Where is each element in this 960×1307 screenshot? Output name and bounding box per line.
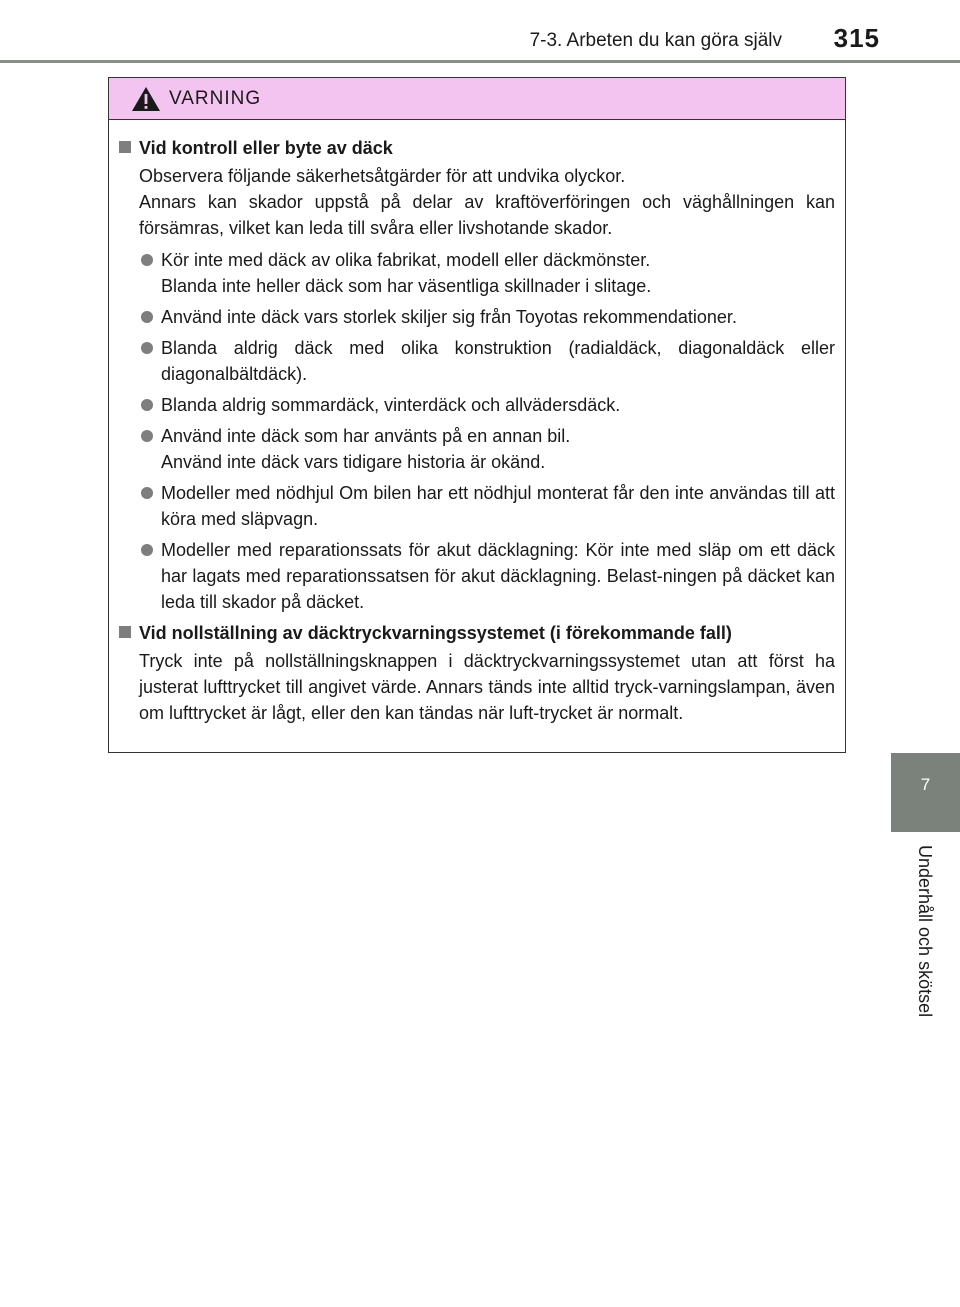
round-bullet-icon	[141, 254, 153, 266]
section-heading	[117, 136, 837, 160]
list-item	[117, 423, 837, 475]
section-title: 7-3. Arbeten du kan göra själv	[529, 30, 782, 51]
page-header	[0, 0, 960, 62]
section-intro	[117, 648, 837, 726]
section-intro	[117, 163, 837, 241]
list-item-text: Modeller med reparationssats för akut däcklagning: Kör inte med släp om ett däck har lagats med reparationssatsen för akut däcklagning. Belast-ningen på däcket kan leda till skador på däcket.	[161, 540, 835, 612]
section-heading	[117, 621, 837, 645]
round-bullet-icon	[141, 544, 153, 556]
list-item-text: Blanda inte heller däck som har väsentliga skillnader i slitage.	[161, 276, 652, 296]
section-heading-text: Vid kontroll eller byte av däck	[139, 138, 393, 158]
list-item	[117, 304, 837, 330]
round-bullet-icon	[141, 487, 153, 499]
chapter-label: Underhåll och skötsel	[915, 845, 935, 1018]
section-heading-text: Vid nollställning av däcktryckvarningssystemet (i förekommande fall)	[139, 623, 732, 643]
chapter-tab	[891, 753, 960, 832]
round-bullet-icon	[141, 311, 153, 323]
list-item-text: Använd inte däck vars storlek skiljer sig från Toyotas rekommendationer.	[161, 307, 737, 327]
round-bullet-icon	[141, 342, 153, 354]
warning-triangle-icon	[131, 86, 161, 112]
warning-header	[109, 78, 845, 120]
intro-line: Observera följande säkerhetsåtgärder för att undvika olyckor.	[139, 166, 626, 186]
list-item-text: Modeller med nödhjul Om bilen har ett nödhjul monterat får den inte användas till att köra med släpvagn.	[161, 483, 835, 529]
list-item	[117, 247, 837, 299]
list-item-text: Använd inte däck vars tidigare historia är okänd.	[161, 452, 546, 472]
round-bullet-icon	[141, 430, 153, 442]
page-number: 315	[833, 23, 880, 53]
list-item-text: Kör inte med däck av olika fabrikat, modell eller däckmönster.	[161, 250, 651, 270]
square-bullet-icon	[119, 141, 131, 153]
header-rule	[0, 60, 960, 63]
square-bullet-icon	[119, 626, 131, 638]
chapter-label-container	[912, 845, 938, 1045]
warning-label: VARNING	[169, 88, 262, 109]
round-bullet-icon	[141, 399, 153, 411]
warning-body	[109, 120, 845, 726]
intro-line: Annars kan skador uppstå på delar av kraftöverföringen och väghållningen kan försämras, vilket kan leda till svåra eller livshotande skador.	[139, 192, 835, 238]
list-item	[117, 537, 837, 615]
list-item-text: Använd inte däck som har använts på en annan bil.	[161, 426, 571, 446]
list-item	[117, 392, 837, 418]
warning-box	[108, 77, 846, 753]
list-item-text: Blanda aldrig däck med olika konstruktion (radialdäck, diagonaldäck eller diagonalbältdäck).	[161, 338, 835, 384]
intro-line: Tryck inte på nollställningsknappen i däcktryckvarningssystemet utan att först ha justerat lufttrycket till angivet värde. Annars tänds inte alltid tryck-varningslampan, även om lufttrycket är lågt, eller den kan tändas när luft-trycket är normalt.	[139, 651, 835, 723]
list-item-text: Blanda aldrig sommardäck, vinterdäck och allvädersdäck.	[161, 395, 621, 415]
list-item	[117, 480, 837, 532]
list-item	[117, 335, 837, 387]
chapter-number: 7	[920, 775, 931, 794]
